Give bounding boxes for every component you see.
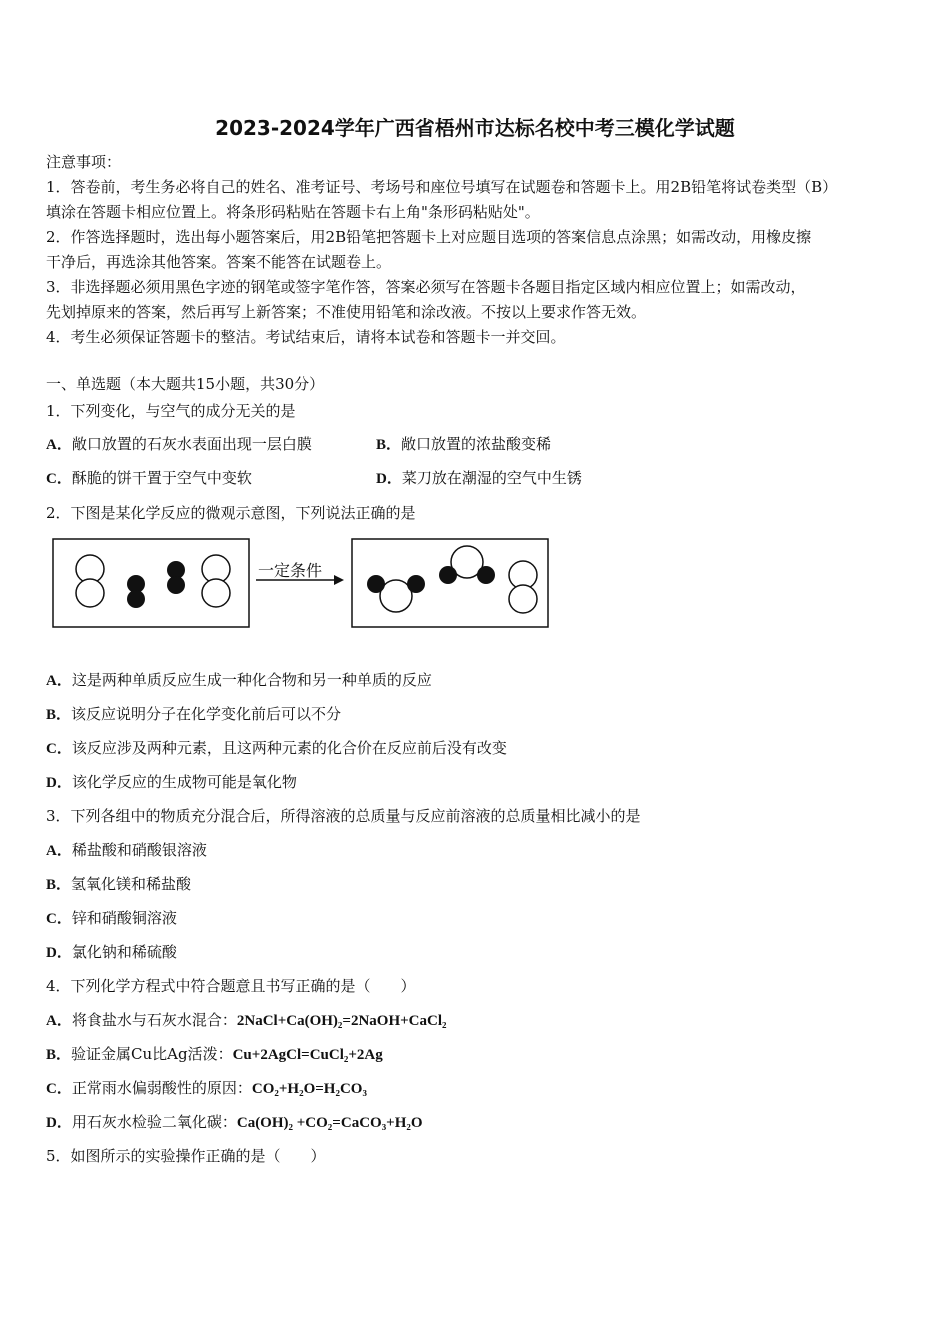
product-molecule-bent [439, 546, 495, 584]
notice-heading: 注意事项： [46, 153, 122, 171]
notice-block [46, 150, 908, 350]
question-4-option-d: D．用石灰水检验二氧化碳：Ca(OH)₂ +CO₂=CaCO₃+H₂O [46, 1113, 423, 1131]
reaction-diagram [52, 538, 552, 633]
question-1-option-b: B．敞口放置的浓盐酸变稀 [376, 435, 552, 453]
question-5-stem: 5．如图所示的实验操作正确的是（ ） [46, 1147, 326, 1165]
question-2-option-c: C．该反应涉及两种元素，且这两种元素的化合价在反应前后没有改变 [46, 739, 507, 757]
reactant-molecule-open-pair [202, 555, 230, 607]
question-4-option-b: B．验证金属Cu比Ag活泼：Cu+2AgCl=CuCl₂+2Ag [46, 1045, 383, 1063]
question-1-stem: 1．下列变化，与空气的成分无关的是 [46, 402, 296, 420]
question-4-option-c: C．正常雨水偏弱酸性的原因：CO₂+H₂O=H₂CO₃ [46, 1079, 367, 1097]
reactant-molecule-dark-pair [167, 561, 185, 594]
question-3-option-b: B．氢氧化镁和稀盐酸 [46, 875, 192, 893]
equation: Cu+2AgCl=CuCl₂+2Ag [232, 1047, 383, 1063]
notice-line: 先划掉原来的答案，然后再写上新答案；不准使用铅笔和涂改液。不按以上要求作答无效。 [46, 303, 647, 321]
reactant-molecule-dark-pair [127, 575, 145, 608]
notice-line: 填涂在答题卡相应位置上。将条形码粘贴在答题卡右上角"条形码粘贴处"。 [46, 203, 540, 221]
question-3-option-c: C．锌和硝酸铜溶液 [46, 909, 177, 927]
question-4-stem: 4．下列化学方程式中符合题意且书写正确的是（ ） [46, 977, 416, 995]
question-3-stem: 3．下列各组中的物质充分混合后，所得溶液的总质量与反应前溶液的总质量相比减小的是 [46, 807, 641, 825]
question-3-option-d: D．氯化钠和稀硫酸 [46, 943, 177, 961]
equation: Ca(OH)₂ +CO₂=CaCO₃+H₂O [236, 1115, 423, 1131]
equation: CO₂+H₂O=H₂CO₃ [251, 1081, 367, 1097]
question-1-option-c: C．酥脆的饼干置于空气中变软 [46, 469, 252, 487]
arrow-head-icon [334, 575, 344, 585]
question-2-stem: 2．下图是某化学反应的微观示意图，下列说法正确的是 [46, 504, 416, 522]
question-3-option-a: A．稀盐酸和硝酸银溶液 [46, 841, 207, 859]
reaction-condition-label: 一定条件 [258, 561, 323, 580]
page-title: 2023-2024学年广西省梧州市达标名校中考三模化学试题 [215, 116, 735, 140]
question-2-option-b: B．该反应说明分子在化学变化前后可以不分 [46, 705, 342, 723]
product-molecule-open-pair [509, 561, 537, 613]
product-molecule-bent [367, 575, 425, 612]
notice-line: 2．作答选择题时，选出每小题答案后，用2B铅笔把答题卡上对应题目选项的答案信息点涂黑；如需改动，用橡皮擦 [46, 228, 812, 246]
notice-line: 3．非选择题必须用黑色字迹的钢笔或签字笔作答，答案必须写在答题卡各题目指定区域内相应位置上；如需改动， [46, 278, 806, 296]
question-2-option-d: D．该化学反应的生成物可能是氧化物 [46, 773, 297, 791]
section-heading: 一、单选题（本大题共15小题，共30分） [46, 375, 325, 393]
question-1-option-a: A．敞口放置的石灰水表面出现一层白膜 [46, 435, 312, 453]
notice-line: 4．考生必须保证答题卡的整洁。考试结束后，请将本试卷和答题卡一并交回。 [46, 328, 566, 346]
question-2-option-a: A．这是两种单质反应生成一种化合物和另一种单质的反应 [46, 671, 432, 689]
question-4-option-a: A．将食盐水与石灰水混合：2NaCl+Ca(OH)₂=2NaOH+CaCl₂ [46, 1011, 447, 1029]
question-1-option-d: D．菜刀放在潮湿的空气中生锈 [376, 469, 582, 487]
notice-line: 1．答卷前，考生务必将自己的姓名、准考证号、考场号和座位号填写在试题卷和答题卡上。用2B铅笔将试卷类型（B） [46, 178, 838, 196]
notice-line: 干净后，再选涂其他答案。答案不能答在试题卷上。 [46, 253, 392, 271]
reactant-molecule-open-pair [76, 555, 104, 607]
equation: 2NaCl+Ca(OH)₂=2NaOH+CaCl₂ [236, 1013, 447, 1029]
